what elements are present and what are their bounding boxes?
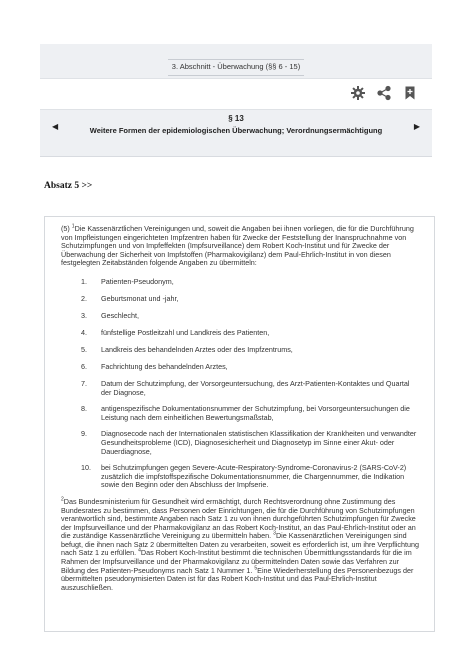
absatz-number: (5) xyxy=(61,224,70,233)
list-item xyxy=(61,405,421,422)
list-item xyxy=(61,278,421,287)
intro-text: Die Kassenärztlichen Vereinigungen und, soweit die Angaben bei ihnen vorliegen, die für die Durchführung von Impfleistungen eingerichteten Impfzentren haben für Zwecke der Feststellung der Inanspruchnahme von Schutzimpfungen und von Impfeffekten (Impfsurveillance) dem Robert Koch-Institut und für Zwecke der Überwachung der Sicherheit von Impfstoffen (Pharmakovigilanz) dem Paul-Ehrlich-Institut in von diesen festgelegten Zeitabständen folgende Angaben zu übermitteln: xyxy=(61,224,414,268)
sentence-number: 3 xyxy=(273,530,276,537)
item-text: Geburtsmonat und -jahr, xyxy=(101,293,179,303)
next-paragraph-icon[interactable]: ▶ xyxy=(413,122,420,131)
share-icon[interactable] xyxy=(376,85,392,101)
paragraph-nav xyxy=(40,108,432,152)
sentence-number: 5 xyxy=(254,565,258,572)
item-number: 6. xyxy=(81,361,87,371)
item-text: Datum der Schutzimpfung, der Vorsorgeuntersuchung, des Arzt-Patienten-Kontaktes und Quartal der Diagnose, xyxy=(101,378,410,397)
sentence-text: Die Kassenärztlichen Vereinigungen sind befugt, die ihnen nach Satz 2 übermittelten Daten zu verarbeiten, soweit es erforderlich ist, um ihre Verpflichtung nach Satz 1 zu erfüllen. xyxy=(61,531,419,558)
closing-sentences xyxy=(61,498,421,593)
sentence-number: 2 xyxy=(61,496,64,503)
item-number: 5. xyxy=(81,344,87,354)
item-text: bei Schutzimpfungen gegen Severe-Acute-Respiratory-Syndrome-Coronavirus-2 (SARS-CoV-2) zusätzlich die impfstoffspezifische Dokumentationsnummer, die Chargennummer, die Indikation sowie den Beginn oder den Abschluss der Impfserie. xyxy=(101,463,407,490)
list-item xyxy=(61,380,421,397)
item-text: fünfstellige Postleitzahl und Landkreis des Patienten, xyxy=(101,327,270,337)
item-text: Fachrichtung des behandelnden Arztes, xyxy=(101,361,228,371)
sentence-number: 4 xyxy=(138,548,141,555)
prev-paragraph-icon[interactable]: ◀ xyxy=(52,122,59,131)
bookmark-icon[interactable] xyxy=(402,85,418,101)
toolbar xyxy=(40,78,432,110)
sentence-text: Das Robert Koch-Institut bestimmt die technischen Übermittlungsstandards für die im Rahmen der Impfsurveillance und der Pharmakovigilanz zu übermittelnden Daten sowie das Verfahren zur Bildung des Patienten-Pseudonyms nach Satz 1 Nummer 1. xyxy=(61,548,412,575)
paragraph-heading xyxy=(70,114,402,135)
item-text: Geschlecht, xyxy=(101,310,139,320)
sentence-text: Eine Wiederherstellung des Personenbezugs der übermittelten pseudonymisierten Daten ist für das Robert Koch-Institut und das Paul-Ehrlich-Institut auszuschließen. xyxy=(61,565,414,592)
list-item xyxy=(61,329,421,338)
item-number: 7. xyxy=(81,378,87,388)
intro-sentence xyxy=(61,225,421,268)
paragraph-title: Weitere Formen der epidemiologischen Überwachung; Verordnungsermächtigung xyxy=(89,126,383,135)
item-text: Diagnosecode nach der Internationalen statistischen Klassifikation der Krankheiten und verwandter Gesundheitsprobleme (ICD), Diagnosesicherheit und Diagnosetyp im Sinne einer Akut- oder Dauerdiagnose, xyxy=(101,429,417,456)
item-number: 2. xyxy=(81,293,87,303)
sentence-number: 1 xyxy=(71,223,75,230)
list-item xyxy=(61,312,421,321)
data-items-list xyxy=(61,278,421,490)
paragraph-number: § 13 xyxy=(228,114,244,123)
item-number: 8. xyxy=(81,404,87,414)
item-number: 9. xyxy=(81,429,87,439)
gear-icon[interactable] xyxy=(350,85,366,101)
law-header xyxy=(40,44,432,157)
list-item xyxy=(61,363,421,372)
absatz-link[interactable]: Absatz 5 >> xyxy=(44,181,93,191)
item-text: Patienten-Pseudonym, xyxy=(101,276,174,286)
item-number: 4. xyxy=(81,327,87,337)
section-breadcrumb[interactable]: 3. Abschnitt - Überwachung (§§ 6 - 15) xyxy=(40,56,432,78)
item-number: 10. xyxy=(81,463,91,473)
list-item xyxy=(61,464,421,490)
item-text: antigenspezifische Dokumentationsnummer der Schutzimpfung, bei Vorsorgeuntersuchungen die Leistung nach dem einheitlichen Bewertungsmaßstab, xyxy=(101,404,410,422)
item-number: 3. xyxy=(81,310,87,320)
paragraph-content xyxy=(44,216,435,632)
list-item xyxy=(61,295,421,304)
sentence-text: Das Bundesministerium für Gesundheit wird ermächtigt, durch Rechtsverordnung ohne Zustimmung des Bundesrates zu bestimmen, dass Personen oder Einrichtungen, die für die Durchführung von Schutzimpfungen verantwortlich sind, bestimmte Angaben nach Satz 1 zu von ihnen durchgeführten Schutzimpfungen für Zwecke der Impfsurveillance und der Pharmakovigilanz an das Robert Koch-Institut, an das Paul-Ehrlich-Institut oder an die zuständige Kassenärztliche Vereinigung zu übermitteln haben. xyxy=(61,496,416,541)
list-item xyxy=(61,346,421,355)
item-number: 1. xyxy=(81,276,87,286)
item-text: Landkreis des behandelnden Arztes oder des Impfzentrums, xyxy=(101,344,293,354)
list-item xyxy=(61,430,421,456)
